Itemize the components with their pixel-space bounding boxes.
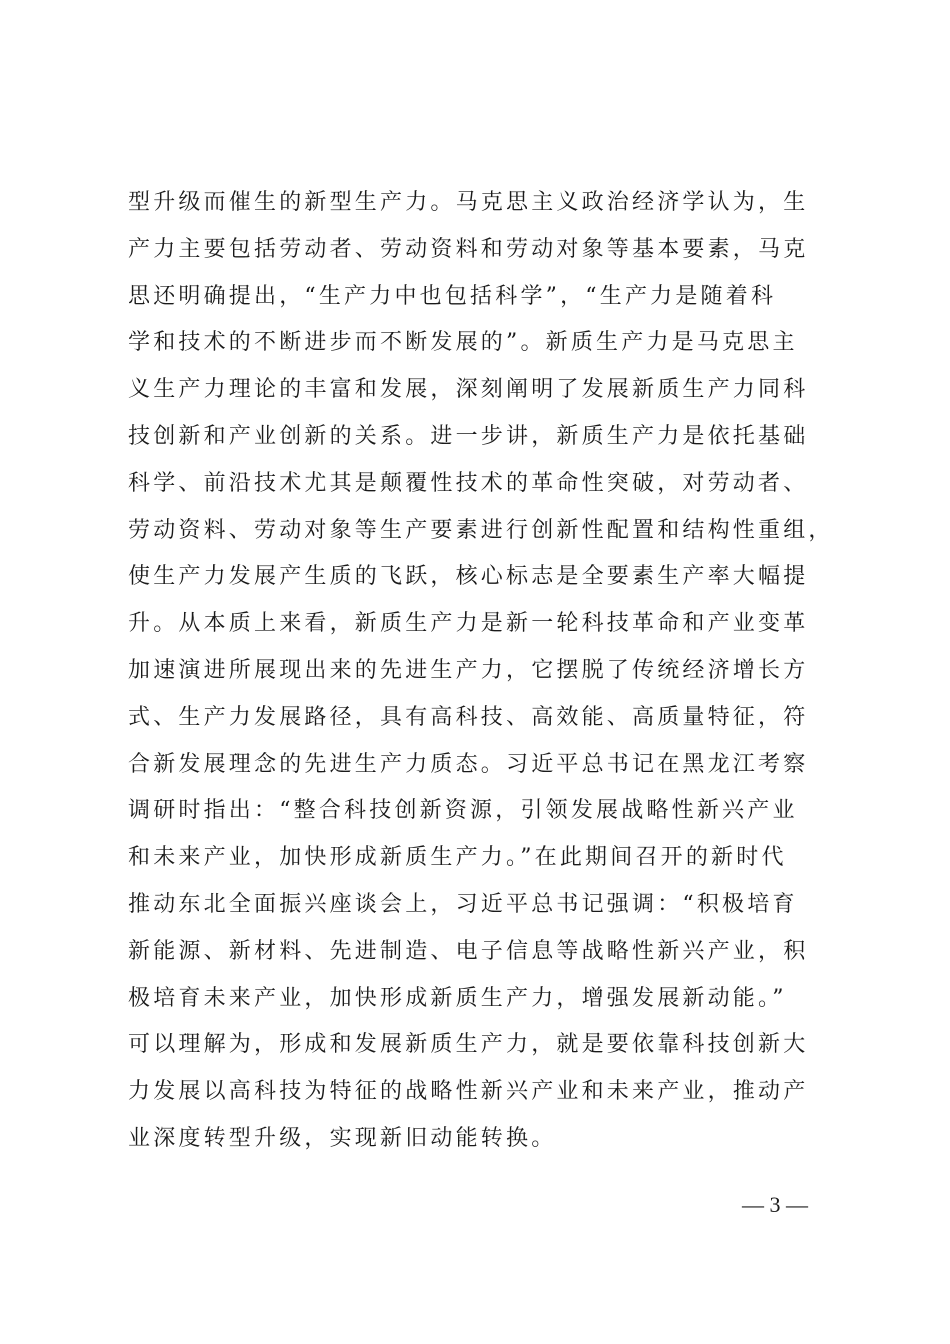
body-paragraph xyxy=(128,180,838,1163)
paragraph-line-15: 和未来产业，加快形成新质生产力。”在此期间召开的新时代 xyxy=(128,845,787,871)
paragraph-line-8: 劳动资料、劳动对象等生产要素进行创新性配置和结构性重组， xyxy=(128,517,834,543)
paragraph-line-19: 可以理解为，形成和发展新质生产力，就是要依靠科技创新大 xyxy=(128,1032,809,1058)
paragraph-line-10: 升。从本质上来看，新质生产力是新一轮科技革命和产业变革 xyxy=(128,611,809,637)
paragraph-line-12: 式、生产力发展路径，具有高科技、高效能、高质量特征，符 xyxy=(128,704,809,730)
paragraph-line-11: 加速演进所展现出来的先进生产力，它摆脱了传统经济增长方 xyxy=(128,657,809,683)
paragraph-line-7: 科学、前沿技术尤其是颠覆性技术的革命性突破，对劳动者、 xyxy=(128,470,809,496)
paragraph-line-17: 新能源、新材料、先进制造、电子信息等战略性新兴产业，积 xyxy=(128,938,809,964)
paragraph-line-2: 产力主要包括劳动者、劳动资料和劳动对象等基本要素，马克 xyxy=(128,236,809,262)
paragraph-line-9: 使生产力发展产生质的飞跃，核心标志是全要素生产率大幅提 xyxy=(128,564,809,590)
page-number: — 3 — xyxy=(742,1192,808,1217)
paragraph-line-18: 极培育未来产业，加快形成新质生产力，增强发展新动能。” xyxy=(128,985,787,1011)
paragraph-line-1: 型升级而催生的新型生产力。马克思主义政治经济学认为，生 xyxy=(128,190,809,215)
paragraph-line-6: 技创新和产业创新的关系。进一步讲，新质生产力是依托基础 xyxy=(128,423,809,449)
paragraph-line-4: 学和技术的不断进步而不断发展的”。新质生产力是马克思主 xyxy=(128,330,798,356)
paragraph-line-13: 合新发展理念的先进生产力质态。习近平总书记在黑龙江考察 xyxy=(128,751,809,777)
paragraph-line-20: 力发展以高科技为特征的战略性新兴产业和未来产业，推动产 xyxy=(128,1079,809,1105)
paragraph-line-3: 思还明确提出，“生产力中也包括科学”，“生产力是随着科 xyxy=(128,283,777,309)
paragraph-line-5: 义生产力理论的丰富和发展，深刻阐明了发展新质生产力同科 xyxy=(128,377,809,403)
paragraph-line-21: 业深度转型升级，实现新旧动能转换。 xyxy=(128,1125,557,1151)
paragraph-line-14: 调研时指出：“整合科技创新资源，引领发展战略性新兴产业 xyxy=(128,798,798,824)
paragraph-line-16: 推动东北全面振兴座谈会上，习近平总书记强调：“积极培育 xyxy=(128,891,798,917)
